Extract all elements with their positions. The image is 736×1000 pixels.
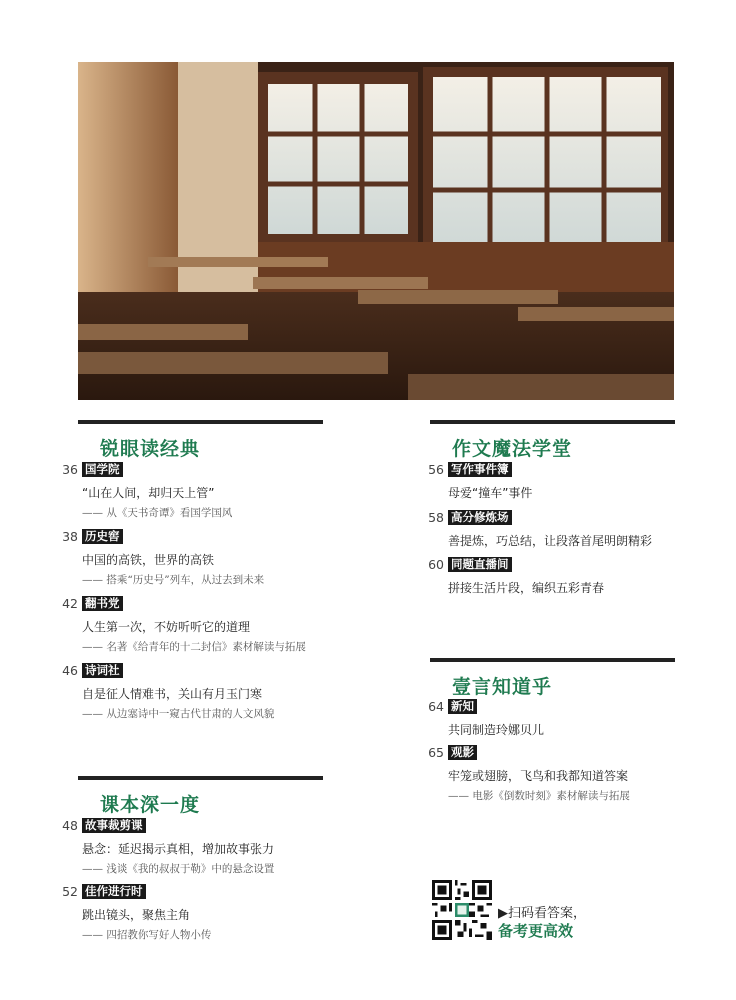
section-title: 作文魔法学堂 — [452, 438, 573, 460]
section-yiyan — [430, 658, 675, 699]
article-title: 善提炼，巧总结，让段落首尾明朗精彩 — [448, 534, 653, 548]
article-title: 共同制造玲娜贝儿 — [448, 723, 545, 737]
qr-slogan: 备考更高效 — [498, 922, 574, 940]
page-number: 64 — [428, 699, 444, 714]
page-number: 46 — [62, 663, 78, 678]
classroom-photo — [78, 62, 674, 400]
toc-entry[interactable] — [422, 745, 712, 805]
page-number: 48 — [62, 818, 78, 833]
column-tag: 佳作进行时 — [82, 884, 146, 899]
column-tag: 写作事件簿 — [448, 462, 512, 477]
article-title: 牢笼或翅膀，飞鸟和我都知道答案 — [448, 769, 629, 783]
article-title: “山在人间，却归天上管” — [82, 486, 215, 500]
article-subtitle: —— 浅谈《我的叔叔于勒》中的悬念设置 — [82, 863, 275, 875]
toc-entry[interactable] — [56, 818, 356, 878]
section-classic-reading — [78, 420, 323, 461]
toc-entry[interactable] — [56, 462, 356, 522]
section-divider — [430, 658, 675, 662]
section-writing-magic — [430, 420, 675, 461]
column-tag: 新知 — [448, 699, 477, 714]
qr-caption: ▶扫码看答案， — [498, 906, 586, 921]
toc-entry[interactable] — [422, 699, 712, 743]
column-tag: 同题直播间 — [448, 557, 512, 572]
article-subtitle: —— 电影《倒数时刻》素材解读与拓展 — [448, 790, 630, 802]
article-title: 中国的高铁，世界的高铁 — [82, 553, 215, 567]
column-tag: 国学院 — [82, 462, 123, 477]
toc-entry[interactable] — [56, 884, 356, 944]
toc-entry[interactable] — [422, 462, 712, 506]
column-tag: 诗词社 — [82, 663, 123, 678]
section-title: 课本深一度 — [100, 794, 201, 816]
article-title: 人生第一次，不妨听听它的道理 — [82, 620, 251, 634]
section-divider — [78, 776, 323, 780]
page-number: 60 — [428, 557, 444, 572]
section-divider — [430, 420, 675, 424]
section-title: 锐眼读经典 — [100, 438, 201, 460]
page-number: 52 — [62, 884, 78, 899]
article-title: 母爱“撞车”事件 — [448, 486, 533, 500]
section-textbook-deep — [78, 776, 323, 817]
article-title: 拼接生活片段，编织五彩青春 — [448, 581, 605, 595]
article-title: 自是征人情难书，关山有月玉门寒 — [82, 687, 263, 701]
column-tag: 观影 — [448, 745, 477, 760]
article-title: 悬念：延迟揭示真相，增加故事张力 — [82, 842, 275, 856]
toc-entry[interactable] — [56, 529, 356, 589]
column-tag: 历史窖 — [82, 529, 123, 544]
page-number: 38 — [62, 529, 78, 544]
toc-entry[interactable] — [56, 663, 356, 723]
column-tag: 翻书党 — [82, 596, 123, 611]
section-divider — [78, 420, 323, 424]
page-number: 58 — [428, 510, 444, 525]
article-subtitle: —— 名著《给青年的十二封信》素材解读与拓展 — [82, 641, 306, 653]
page-number: 36 — [62, 462, 78, 477]
section-title: 壹言知道乎 — [452, 676, 553, 698]
toc-entry[interactable] — [422, 510, 712, 554]
qr-code-icon[interactable] — [432, 880, 492, 940]
page-number: 65 — [428, 745, 444, 760]
article-subtitle: —— 四招教你写好人物小传 — [82, 929, 212, 941]
article-subtitle: —— 从边塞诗中一窥古代甘肃的人文风貌 — [82, 708, 275, 720]
column-tag: 故事裁剪课 — [82, 818, 146, 833]
page-number: 42 — [62, 596, 78, 611]
page-number: 56 — [428, 462, 444, 477]
article-subtitle: —— 搭乘“历史号”列车，从过去到未来 — [82, 574, 265, 586]
article-title: 跳出镜头，聚焦主角 — [82, 908, 191, 922]
column-tag: 高分修炼场 — [448, 510, 512, 525]
toc-entry[interactable] — [422, 557, 712, 601]
toc-entry[interactable] — [56, 596, 356, 656]
article-subtitle: —— 从《天书奇谭》看国学国风 — [82, 507, 233, 519]
